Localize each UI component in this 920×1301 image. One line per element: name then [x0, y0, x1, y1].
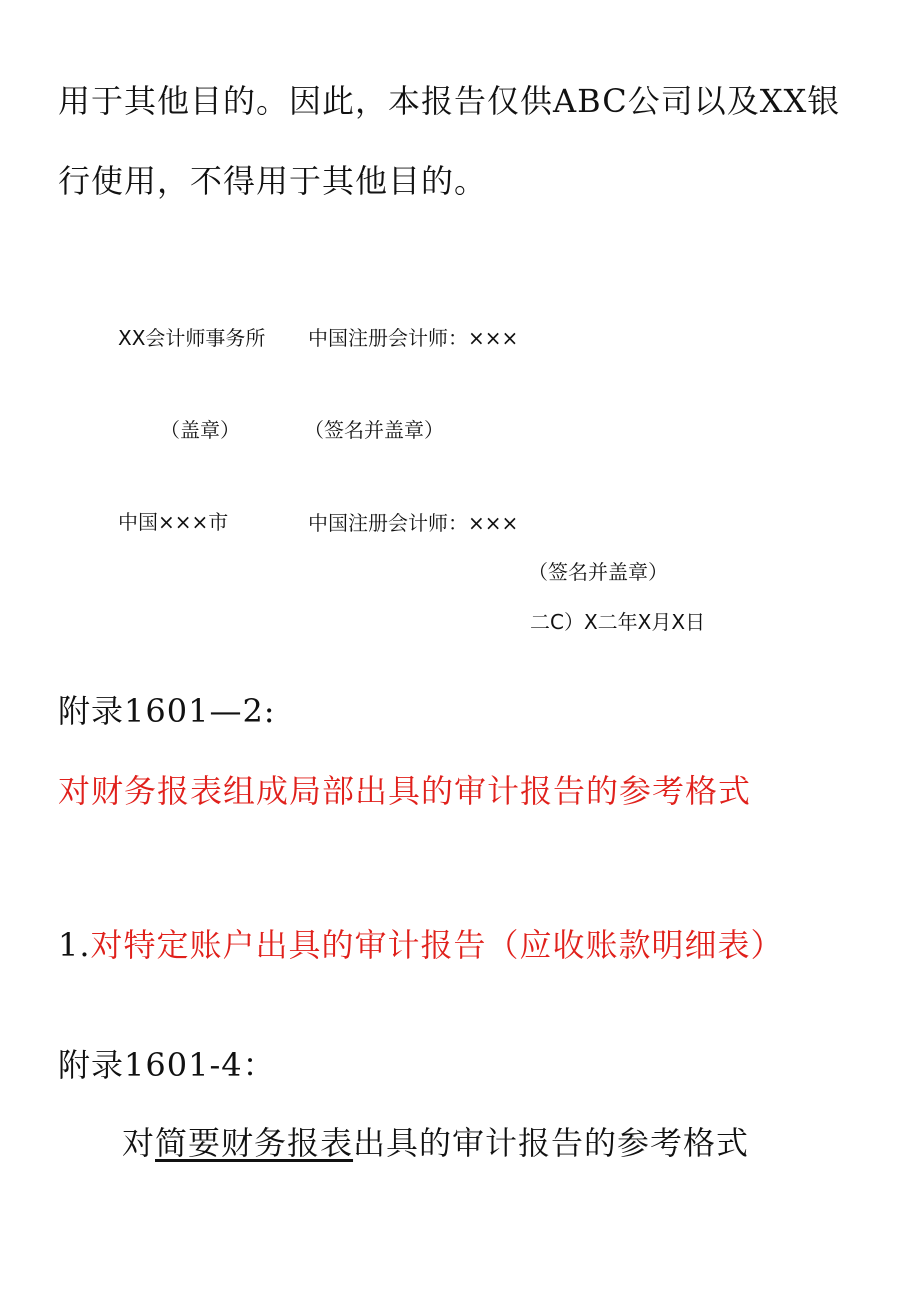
item-1	[58, 920, 784, 966]
firm-seal: （盖章）	[160, 418, 240, 442]
appendix-2-label: 附录1601—2:	[58, 692, 276, 730]
cpa1-label: 中国注册会计师：×××	[308, 326, 519, 350]
cpa2-sign: （签名并盖章）	[528, 560, 668, 584]
paragraph-line-1: 用于其他目的。因此，本报告仅供ABC公司以及XX银	[58, 82, 841, 120]
city-partial: 中国×××市	[118, 510, 229, 534]
item-1-number: 1.	[58, 926, 91, 964]
report-date: 二C）X二年X月X日	[530, 610, 706, 634]
appendix-4-title-underlined: 简要财务报表	[155, 1124, 354, 1162]
paragraph-line-2: 行使用，不得用于其他目的。	[58, 162, 488, 200]
appendix-4-title-suffix: 出具的审计报告的参考格式	[353, 1124, 750, 1162]
appendix-2-title: 对财务报表组成局部出具的审计报告的参考格式	[58, 772, 752, 810]
appendix-4-label: 附录1601-4：	[58, 1046, 276, 1084]
appendix-4-title-prefix: 对	[122, 1124, 156, 1162]
appendix-4-title	[122, 1118, 749, 1164]
city-partial-clip	[118, 500, 238, 534]
cpa2-label: 中国注册会计师：×××	[308, 511, 519, 535]
cpa1-sign: （签名并盖章）	[304, 418, 444, 442]
firm-name: XX会计师事务所	[118, 326, 266, 350]
item-1-title: 对特定账户出具的审计报告（应收账款明细表）	[90, 926, 784, 964]
